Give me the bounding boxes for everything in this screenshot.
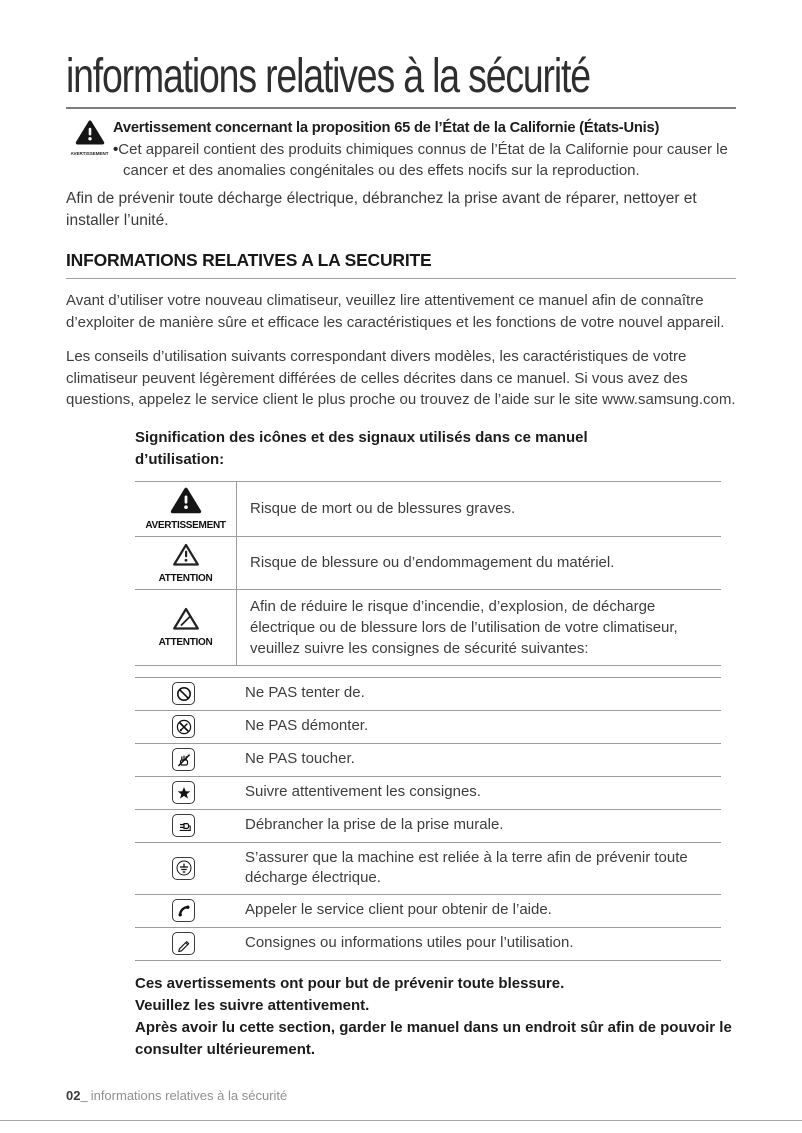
pictogram-text: Débrancher la prise de la prise murale. bbox=[232, 809, 721, 842]
table-row bbox=[135, 677, 721, 710]
closing-line-3: Après avoir lu cette section, garder le manuel dans un endroit sûr afin de pouvoir le consulter ultérieurement. bbox=[135, 1018, 732, 1058]
table-row bbox=[135, 481, 721, 536]
table-row bbox=[135, 710, 721, 743]
prop65-heading: Avertissement concernant la proposition 65 de l’État de la Californie (États-Unis) bbox=[113, 120, 660, 136]
useful-info-icon bbox=[175, 935, 193, 953]
table-row bbox=[135, 536, 721, 589]
prop65-body bbox=[113, 118, 736, 181]
warning-badge-label: AVERTISSEMENT bbox=[70, 151, 109, 156]
signal-icon-cell bbox=[135, 589, 237, 665]
table-row bbox=[135, 809, 721, 842]
signal-icon-cell bbox=[135, 481, 237, 536]
pictogram-table bbox=[135, 677, 721, 961]
prop65-bullet bbox=[113, 139, 731, 181]
signal-words-table bbox=[135, 481, 721, 666]
icon-box bbox=[172, 715, 195, 738]
safety-paragraph-1: Avant d’utiliser votre nouveau climatiseur, veuillez lire attentivement ce manuel afin de connaître d’exploiter de manière sûre et efficace les caractéristiques et les fonctions de votre nouvel appareil. bbox=[66, 292, 725, 331]
pictogram-text: Appeler le service client pour obtenir de l’aide. bbox=[232, 894, 721, 927]
table-row bbox=[135, 927, 721, 960]
closing-line-2: Veuillez les suivre attentivement. bbox=[135, 996, 370, 1014]
page-footer bbox=[66, 1088, 287, 1103]
warning-badge bbox=[66, 118, 113, 181]
icon-box bbox=[172, 748, 195, 771]
unplug-icon bbox=[175, 817, 193, 835]
pictogram-text: Consignes ou informations utiles pour l’utilisation. bbox=[232, 927, 721, 960]
prop65-bullet-text: Cet appareil contient des produits chimiques connus de l’État de la Californie pour causer le cancer et des anomalies congénitales ou des effets nocifs sur la reproduction. bbox=[118, 141, 728, 179]
pictogram-cell bbox=[135, 776, 232, 809]
safety-paragraph-2: Les conseils d’utilisation suivants correspondant divers modèles, les caractéristiques de votre climatiseur peuvent légèrement différées de celles décrites dans ce manuel. Si vous avez des questions, appelez le service client le plus proche ou trouvez de l’aide sur le site www.samsung.com. bbox=[66, 348, 736, 408]
do-not-disassemble-icon bbox=[175, 718, 193, 736]
icon-box bbox=[172, 857, 195, 880]
closing-warnings bbox=[135, 973, 735, 1061]
table-row bbox=[135, 743, 721, 776]
icon-box bbox=[172, 932, 195, 955]
pictogram-text: S’assurer que la machine est reliée à la terre afin de prévenir toute décharge électrique. bbox=[232, 842, 721, 894]
pictogram-cell bbox=[135, 927, 232, 960]
pictogram-cell bbox=[135, 677, 232, 710]
title-block bbox=[66, 50, 736, 109]
pictogram-cell bbox=[135, 743, 232, 776]
do-not-touch-icon bbox=[175, 751, 193, 769]
follow-instructions-icon bbox=[175, 784, 193, 802]
icon-box bbox=[172, 781, 195, 804]
signal-word-label: ATTENTION bbox=[158, 637, 213, 648]
icons-meaning-heading: Signification des icônes et des signaux utilisés dans ce manuel d’utilisation: bbox=[135, 428, 588, 468]
pictogram-text: Ne PAS toucher. bbox=[232, 743, 721, 776]
warning-triangle-slash-icon bbox=[171, 606, 201, 631]
footer-text: informations relatives à la sécurité bbox=[90, 1088, 288, 1103]
icon-box bbox=[172, 682, 195, 705]
signal-text-cell: Risque de blessure ou d’endommagement du matériel. bbox=[237, 536, 722, 589]
warning-triangle-icon bbox=[75, 120, 105, 145]
pictogram-cell bbox=[135, 894, 232, 927]
footer-divider bbox=[0, 1120, 802, 1121]
table-row bbox=[135, 842, 721, 894]
pictogram-text: Suivre attentivement les consignes. bbox=[232, 776, 721, 809]
ground-connection-icon bbox=[175, 859, 193, 877]
section-heading: INFORMATIONS RELATIVES A LA SECURITE bbox=[66, 250, 736, 279]
unplug-note-paragraph: Afin de prévenir toute décharge électrique, débranchez la prise avant de réparer, nettoyer et installer l’unité. bbox=[66, 190, 697, 229]
pictogram-text: Ne PAS tenter de. bbox=[232, 677, 721, 710]
page-title: informations relatives à la sécurité bbox=[66, 50, 590, 103]
warning-triangle-outline-icon bbox=[171, 542, 201, 567]
pictogram-text: Ne PAS démonter. bbox=[232, 710, 721, 743]
icon-box bbox=[172, 814, 195, 837]
signal-icon-cell bbox=[135, 536, 237, 589]
signal-text-cell: Risque de mort ou de blessures graves. bbox=[237, 481, 722, 536]
pictogram-cell bbox=[135, 710, 232, 743]
pictogram-cell bbox=[135, 809, 232, 842]
signal-word-label: ATTENTION bbox=[158, 572, 213, 584]
signal-word-label: AVERTISSEMENT bbox=[145, 519, 226, 531]
page-number: 02_ bbox=[66, 1088, 88, 1103]
do-not-attempt-icon bbox=[175, 685, 193, 703]
pictogram-cell bbox=[135, 842, 232, 894]
call-service-icon bbox=[175, 902, 193, 920]
warning-triangle-filled-icon bbox=[170, 487, 202, 514]
table-row bbox=[135, 589, 721, 665]
table-row bbox=[135, 776, 721, 809]
bullet-dot: • bbox=[113, 141, 119, 158]
signal-text-cell: Afin de réduire le risque d’incendie, d’explosion, de décharge électrique ou de blessure lors de l’utilisation de votre climatiseur, veuillez suivre les consignes de sécurité suivantes: bbox=[237, 589, 722, 665]
icon-box bbox=[172, 899, 195, 922]
prop65-warning-section bbox=[66, 118, 736, 181]
closing-line-1: Ces avertissements ont pour but de prévenir toute blessure. bbox=[135, 974, 565, 992]
table-row bbox=[135, 894, 721, 927]
